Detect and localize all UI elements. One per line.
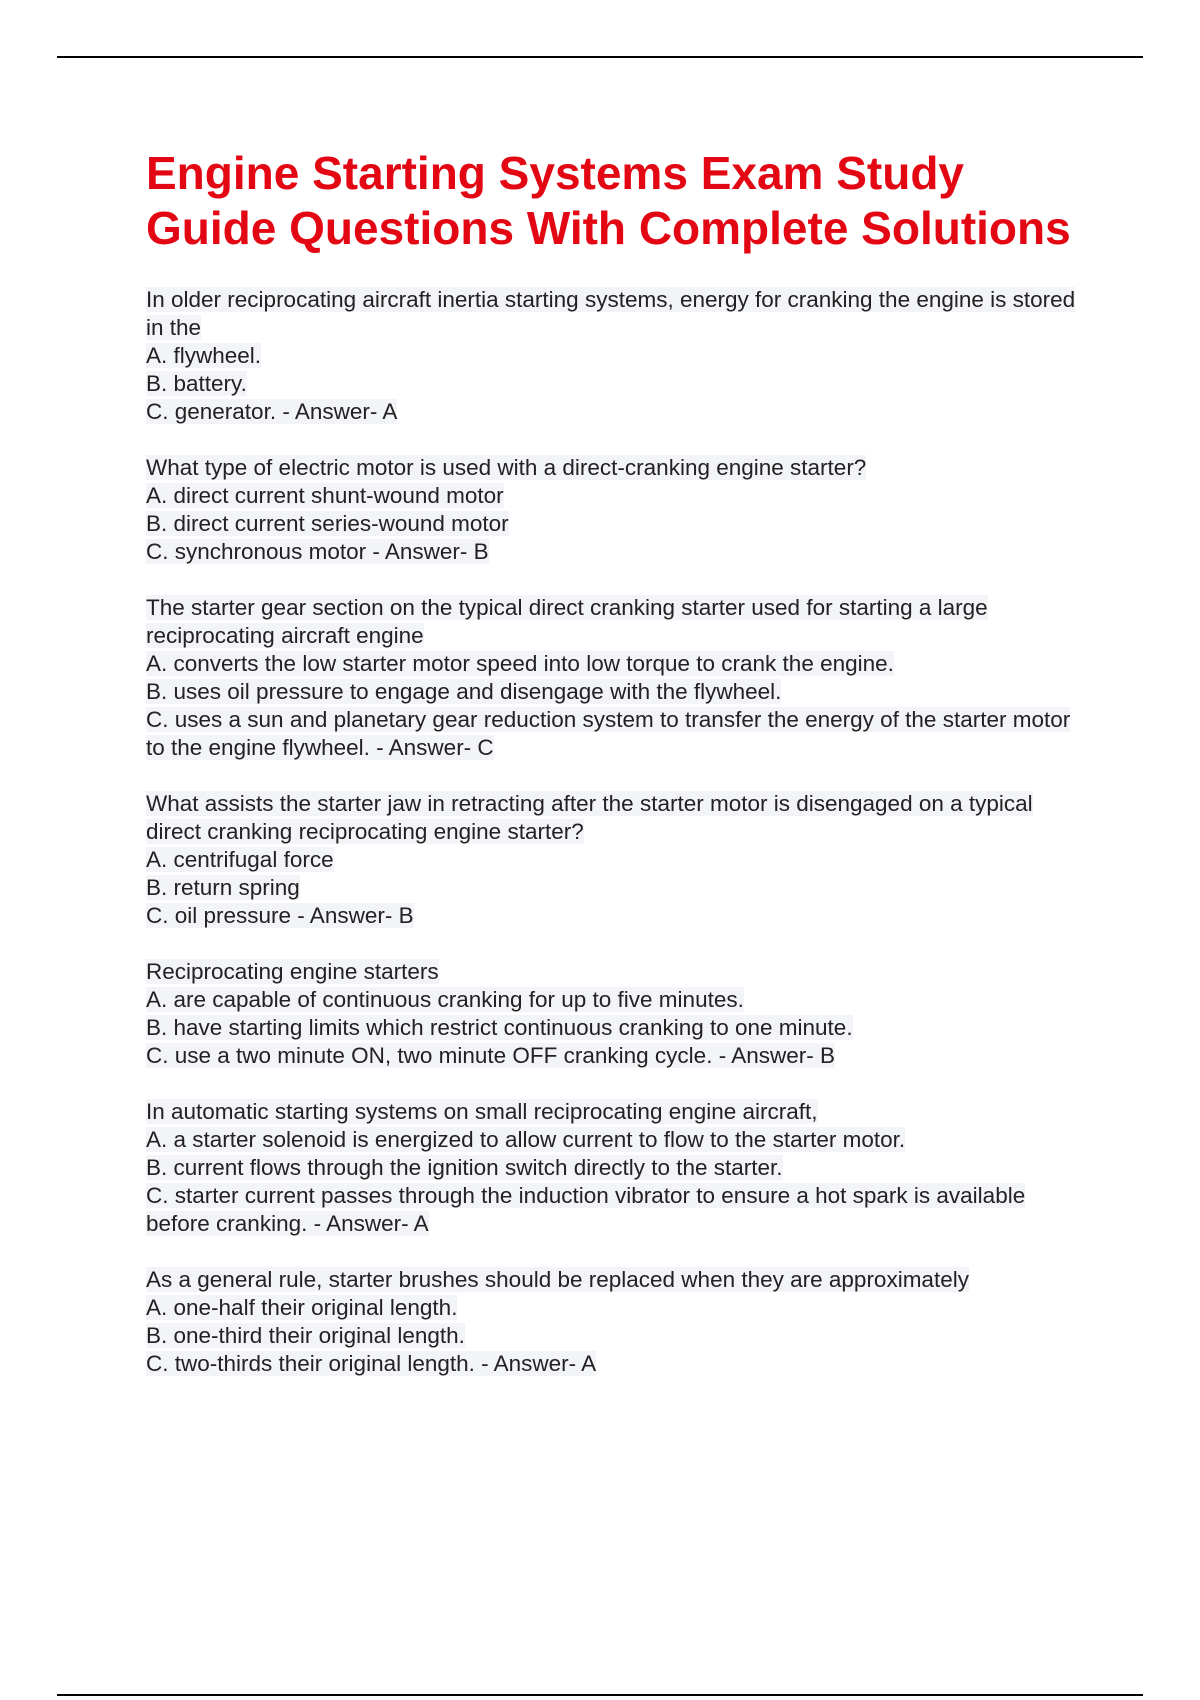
top-rule xyxy=(57,56,1143,58)
option-a: A. one-half their original length. xyxy=(146,1295,458,1320)
document-body xyxy=(146,146,1076,1406)
option-c-answer: C. synchronous motor - Answer- B xyxy=(146,539,489,564)
question-4 xyxy=(146,790,1076,930)
question-5 xyxy=(146,958,1076,1070)
question-stem: What type of electric motor is used with a direct-cranking engine starter? xyxy=(146,455,867,480)
option-a: A. are capable of continuous cranking for up to five minutes. xyxy=(146,987,744,1012)
question-stem: As a general rule, starter brushes should be replaced when they are approximately xyxy=(146,1267,969,1292)
option-c-answer: C. generator. - Answer- A xyxy=(146,399,398,424)
option-a: A. flywheel. xyxy=(146,343,262,368)
option-a: A. converts the low starter motor speed into low torque to crank the engine. xyxy=(146,651,894,676)
option-b: B. direct current series-wound motor xyxy=(146,511,509,536)
option-b: B. have starting limits which restrict continuous cranking to one minute. xyxy=(146,1015,853,1040)
question-stem: The starter gear section on the typical direct cranking starter used for starting a large reciprocating aircraft engine xyxy=(146,595,988,648)
option-b: B. battery. xyxy=(146,371,247,396)
question-6 xyxy=(146,1098,1076,1238)
question-list xyxy=(146,286,1076,1378)
question-stem: In older reciprocating aircraft inertia starting systems, energy for cranking the engine is stored in the xyxy=(146,287,1076,340)
option-c-answer: C. two-thirds their original length. - Answer- A xyxy=(146,1351,597,1376)
option-c-answer: C. oil pressure - Answer- B xyxy=(146,903,414,928)
question-1 xyxy=(146,286,1076,426)
option-b: B. one-third their original length. xyxy=(146,1323,465,1348)
option-b: B. uses oil pressure to engage and disengage with the flywheel. xyxy=(146,679,782,704)
question-3 xyxy=(146,594,1076,762)
question-stem: Reciprocating engine starters xyxy=(146,959,439,984)
question-7 xyxy=(146,1266,1076,1378)
option-a: A. centrifugal force xyxy=(146,847,334,872)
bottom-rule xyxy=(57,1694,1143,1696)
question-stem: What assists the starter jaw in retracting after the starter motor is disengaged on a typical direct cranking reciprocating engine starter? xyxy=(146,791,1033,844)
question-2 xyxy=(146,454,1076,566)
option-c-answer: C. uses a sun and planetary gear reduction system to transfer the energy of the starter motor to the engine flywheel. - Answer- C xyxy=(146,707,1071,760)
option-a: A. a starter solenoid is energized to allow current to flow to the starter motor. xyxy=(146,1127,906,1152)
option-c-answer: C. starter current passes through the induction vibrator to ensure a hot spark is available before cranking. - Answer- A xyxy=(146,1183,1026,1236)
question-stem: In automatic starting systems on small reciprocating engine aircraft, xyxy=(146,1099,818,1124)
document-title: Engine Starting Systems Exam Study Guide Questions With Complete Solutions xyxy=(146,147,1071,254)
option-b: B. current flows through the ignition switch directly to the starter. xyxy=(146,1155,783,1180)
option-a: A. direct current shunt-wound motor xyxy=(146,483,504,508)
option-b: B. return spring xyxy=(146,875,300,900)
option-c-answer: C. use a two minute ON, two minute OFF cranking cycle. - Answer- B xyxy=(146,1043,835,1068)
